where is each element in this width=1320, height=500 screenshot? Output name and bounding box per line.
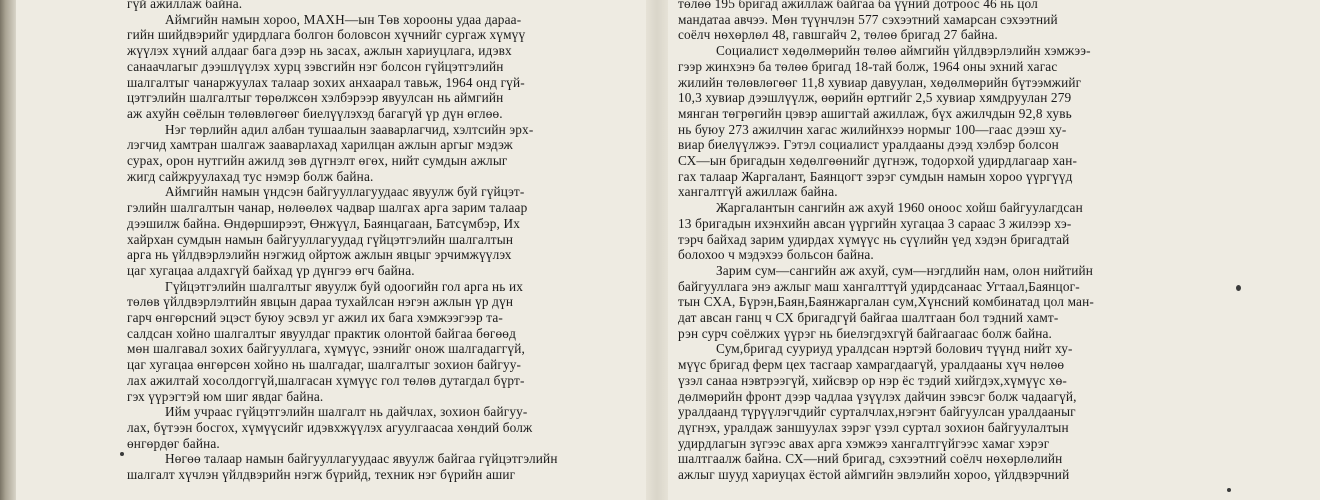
text-line: шалгалтыг чанаржуулах талаар зохих анхаарал тавьж, 1964 онд гүй- — [127, 74, 525, 90]
text-line: салдсан хойно шалгалтыг явуулдаг практик олонтой байгаа бөгөөд — [127, 325, 516, 341]
ink-speck — [1236, 285, 1241, 291]
column-gutter — [646, 0, 668, 500]
text-line: төлөв үйлдвэрлэлтийн явцын дараа тухайлсан нэгэн ажлын үр дүн — [127, 294, 514, 310]
text-line: лах ажилтай хосолдоггүй,шалгасан хүмүүс гол төлөв дутагдал бүрт- — [127, 372, 525, 388]
text-line: СХ—ын бригадын хөдөлгөөнийг дүгнэж, тодорхой удирдлагаар хан- — [678, 153, 1078, 169]
text-line: гэх үүрэгтэй юм шиг явдаг байна. — [127, 388, 324, 404]
text-line: Ийм учраас гүйцэтгэлийн шалгалт нь дайчлах, зохион байгуу- — [165, 404, 528, 420]
text-line: дүгнэх, уралдаж заншуулах зэрэг үзэл суртал зохион байгуулалтын — [678, 419, 1069, 435]
text-line: гүй ажиллаж байна. — [127, 0, 243, 11]
text-line: уралдаанд түрүүлэгчдийг сурталчлах,нэгэнт байгуулсан уралдааныг — [678, 404, 1076, 420]
text-line: Нэг төрлийн адил албан тушаалын зааварлагчид, хэлтсийн эрх- — [165, 121, 534, 137]
text-line: Сум,бригад сууриуд уралдсан нэртэй болович түүнд нийт ху- — [716, 341, 1073, 357]
text-line: Аймгийн намын үндсэн байгууллагуудаас явуулж буй гүйцэт- — [165, 184, 525, 200]
text-line: лах, бүтээн босгох, хүмүүсийг идэвхжүүлэх агуулгаасаа хөндий болж — [127, 419, 533, 435]
text-line: үзэл санаа нэвтрээгүй, хийсвэр ор нэр ёс тэдий хийгдэх,хүмүүс хө- — [678, 372, 1067, 388]
text-line: жилийн төлөвлөгөөг 11,8 хувиар давуулан, хөдөлмөрийн бүтээмжийг — [678, 74, 1082, 90]
text-line: удирдлагын зүгээс авах арга хэмжээ хангалтгүйгээс хамаг хэрэг — [678, 435, 1050, 451]
text-line: гэлийн шалгалтын чанар, нөлөөлөх чадвар шалгах арга зарим талаар — [127, 200, 528, 216]
text-line: соёлч нөхөрлөл 48, гавшгайч 2, төлөө бригад 27 байна. — [678, 27, 998, 43]
text-line: Гүйцэтгэлийн шалгалтыг явуулж буй одоогийн гол арга нь их — [165, 278, 524, 294]
text-line: Жаргалантын сангийн аж ахуй 1960 оноос хойш байгуулагдсан — [716, 200, 1083, 216]
text-line: сурах, орон нутгийн ажилд зөв дүгнэлт өгөх, нийт сумдын ажлыг — [127, 153, 508, 169]
text-line: жүүлэх хүний алдааг бага дээр нь засах, ажлын хариуцлага, идэвх — [127, 43, 512, 59]
text-line: гарч өнгөрсний эцэст буюу эсвэл уг ажил их бага хэмжээгээр та- — [127, 310, 504, 326]
text-line: байгууллага энэ ажлыг маш хангалттүй удирдсанаас Угтаал,Баянцог- — [678, 278, 1080, 294]
text-line: дээшилж байна. Өндөрширээт, Өнжүүл, Баянцагаан, Батсүмбэр, Их — [127, 215, 521, 231]
text-line: тын СХА, Бүрэн,Баян,Баянжаргалан сум,Хүнсний комбинатад цол ман- — [678, 294, 1094, 310]
text-line: болохоо ч мэдэхээ больсон байна. — [678, 247, 874, 263]
ink-speck — [120, 452, 124, 456]
page-binding-edge — [0, 0, 16, 500]
text-line: аж ахуйн сөёлын төлөвлөгөөг биелүүлэхэд багагүй үр дүн өглөө. — [127, 105, 503, 121]
ink-speck — [1227, 488, 1231, 492]
text-line: Зарим сум—сангийн аж ахуй, сум—нэгдлийн нам, олон нийтийн — [716, 262, 1093, 278]
text-line: дөлмөрийн фронт дээр чадлаа үзүүлэх дайчин зэвсэг болж чадаагүй, — [678, 388, 1077, 404]
text-line: төлөө 195 бригад ажиллаж байгаа ба үүний дотроос 46 нь цол — [678, 0, 1038, 11]
text-line: Аймгийн намын хороо, МАХН—ын Төв хорооны удаа дараа- — [165, 11, 522, 27]
text-line: цэтгэлийн шалгалтыг төрөлжсөн хэлбэрээр явуулсан нь аймгийн — [127, 90, 504, 106]
text-line: рэн сурч соёлжих үүрэг нь биелэгдэхгүй байгаагаас болж байна. — [678, 325, 1053, 341]
text-line: жигд сайжруулахад тус нэмэр болж байна. — [127, 168, 374, 184]
left-text-column — [127, 0, 633, 483]
text-line: арга нь үйлдвэрлэлийн нэгжид ойртож ажлын явцыг эрчимжүүлэх — [127, 247, 512, 263]
text-line: мөн шалгавал зохих байгууллага, хүмүүс, эзнийг онож шалгадаггүй, — [127, 341, 525, 357]
text-line: шалгалт хүчлэн үйлдвэрийн нэгж бүрийд, техник нэг бүрийн ашиг — [127, 467, 516, 483]
text-line: 10,3 хувиар дээшлүүлж, өөрийн өртгийг 2,5 хувиар хямдруулан 279 — [678, 90, 1072, 106]
text-line: цаг хугацаа өнгөрсөн хойно нь шалгадаг, шалгалтыг зохион байгуу- — [127, 357, 522, 373]
text-line: мянган төгрөгийн цэвэр ашигтай ажиллаж, бүх ажилчдын 92,8 хувь — [678, 105, 1072, 121]
text-line: тэрч байхад зарим удирдах хүмүүс нь сүүлийн үед хэдэн бригадтай — [678, 231, 1070, 247]
text-line: Социалист хөдөлмөрийн төлөө аймгийн үйлдвэрлэлийн хэмжээ- — [716, 43, 1091, 59]
text-line: хангалтгүй ажиллаж байна. — [678, 184, 838, 200]
text-line: өнгөрдөг байна. — [127, 435, 220, 451]
text-line: гийн шийдвэрийг удирдлага болгон боловсон хүчнийг сургаж хүмүү — [127, 27, 526, 43]
text-line: нь буюу 273 ажилчин хагас жилийнхээ нормыг 100—гаас дээш ху- — [678, 121, 1067, 137]
text-line: ажлыг шууд хариуцах ёстой аймгийн эвлэлийн хороо, үйлдвэрчний — [678, 467, 1070, 483]
text-line: Нөгөө талаар намын байгууллагуудаас явуулж байгаа гүйцэтгэлийн — [165, 451, 558, 467]
text-line: мүүс бригад ферм цех тасгаар хамрагдаагүй, уралдааны хүч нөлөө — [678, 357, 1065, 373]
text-line: виар биелүүлжээ. Гэтэл социалист уралдааны дээд хэлбэр болсон — [678, 137, 1059, 153]
text-line: гээр жинхэнэ ба төлөө бригад 18-тай болж, 1964 оны эхний хагас — [678, 58, 1058, 74]
text-line: хайрхан сумдын намын байгууллагуудад гүйцэтгэлийн шалгалтын — [127, 231, 514, 247]
text-line: мандатаа авчээ. Мөн түүнчлэн 577 сэхээтний хамарсан сэхээтний — [678, 11, 1058, 27]
text-line: лэгчид хамтран шалгаж зааварлахад харилцан ажлын аргыг мэдэж — [127, 137, 513, 153]
right-text-column — [678, 0, 1198, 483]
text-line: дат авсан ганц ч СХ бригадгүй байгаа шалтгаан бол тэдний хамт- — [678, 310, 1059, 326]
text-line: 13 бригадын ихэнхийн авсан үүргийн хугацаа 3 сараас 3 жилээр хэ- — [678, 215, 1072, 231]
text-line: гах талаар Жаргалант, Баянцогт зэрэг сумдын намын хороо үүргүүд — [678, 168, 1073, 184]
text-line: санаачлагыг дээшлүүлэх хурц зэвсгийн нэг болсон гүйцэтгэлийн — [127, 58, 504, 74]
text-line: цаг хугацаа алдахгүй байхад үр дүнгээ өгч байна. — [127, 262, 415, 278]
text-line: шалтгаалж байна. СХ—ний бригад, сэхээтний соёлч нөхөрлөлийн — [678, 451, 1063, 467]
